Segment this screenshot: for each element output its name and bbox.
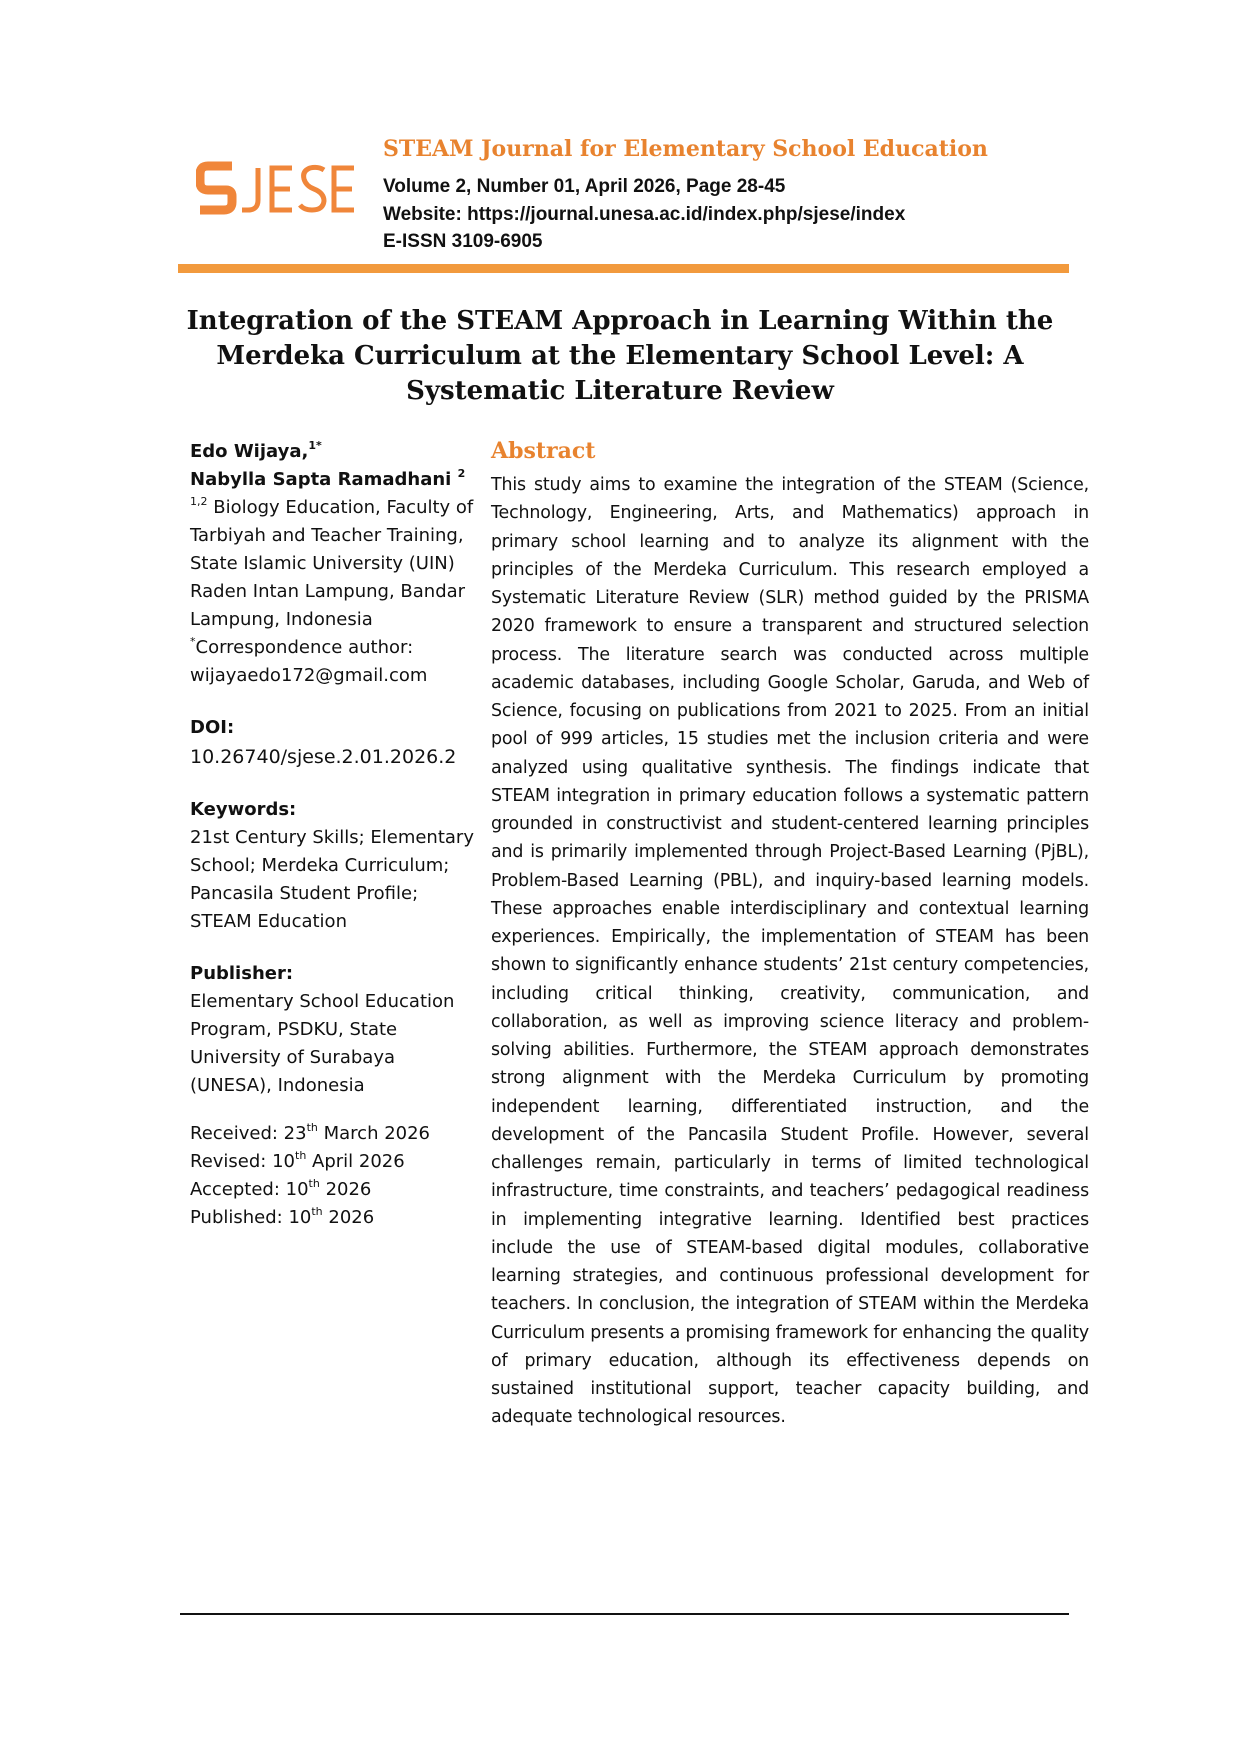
published-pre: Published: 10 <box>190 1207 312 1228</box>
author-2-marker: 2 <box>457 467 466 480</box>
abstract-body: This study aims to examine the integration of the STEAM (Science, Technology, Engineering, Arts, and Mathematics) approach in primary school learning and to analyze its alignment with the principles of the Merdeka Curriculum. This research employed a Systematic Literature Review (SLR) method guided by the PRISMA 2020 framework to ensure a transparent and structured selection process. The literature search was conducted across multiple academic databases, including Google Scholar, Garuda, and Web of Science, focusing on publications from 2021 to 2025. From an initial pool of 999 articles, 15 studies met the inclusion criteria and were analyzed using qualitative synthesis. The findings indicate that STEAM integration in primary education follows a systematic pattern grounded in constructivist and student-centered learning principles and is primarily implemented through Project-Based Learning (PjBL), Problem-Based Learning (PBL), and inquiry-based learning models. These approaches enable interdisciplinary and contextual learning experiences. Empirically, the implementation of STEAM has been shown to significantly enhance students’ 21st century competencies, including critical thinking, creativity, communication, and collaboration, as well as improving science literacy and problem-solving abilities. Furthermore, the STEAM approach demonstrates strong alignment with the Merdeka Curriculum by promoting independent learning, differentiated instruction, and the development of the Pancasila Student Profile. However, several challenges remain, particularly in terms of limited technological infrastructure, time constraints, and teachers’ pedagogical readiness in implementing integrative learning. Identified best practices include the use of STEAM-based digital modules, collaborative learning strategies, and continuous professional development for teachers. In conclusion, the integration of STEAM within the Merdeka Curriculum presents a promising framework for enhancing the quality of primary education, although its effectiveness depends on sustained institutional support, teacher capacity building, and adequate technological resources. <box>491 475 1090 1428</box>
publisher-value: Elementary School Education Program, PSDKU, State University of Surabaya (UNESA), Indonesia <box>190 991 455 1096</box>
article-info-column <box>190 438 480 1232</box>
keywords-value: 21st Century Skills; Elementary School; Merdeka Curriculum; Pancasila Student Profile; STEAM Education <box>190 827 474 932</box>
journal-name: STEAM Journal for Elementary School Education <box>383 136 988 162</box>
affiliation <box>190 494 480 634</box>
published-date <box>190 1204 480 1232</box>
paper-title: Integration of the STEAM Approach in Learning Within the Merdeka Curriculum at the Elementary School Level: A Systematic Literature Review <box>186 306 1054 406</box>
accepted-post: 2026 <box>319 1179 372 1200</box>
author-1-name: Edo Wijaya, <box>190 441 309 462</box>
received-post: March 2026 <box>317 1123 431 1144</box>
correspondence-label: Correspondence author: <box>195 637 414 658</box>
revised-pre: Revised: 10 <box>190 1151 295 1172</box>
received-sup: th <box>306 1121 318 1134</box>
received-pre: Received: 23 <box>190 1123 307 1144</box>
abstract-heading: Abstract <box>491 438 596 464</box>
accepted-pre: Accepted: 10 <box>190 1179 309 1200</box>
accepted-sup: th <box>308 1177 320 1190</box>
revised-sup: th <box>295 1149 307 1162</box>
author-1-marker: 1* <box>308 439 322 452</box>
revised-date <box>190 1148 480 1176</box>
issn-info: E-ISSN 3109-6905 <box>383 231 543 252</box>
doi-label: DOI: <box>190 717 235 738</box>
author-2 <box>190 466 480 494</box>
author-email[interactable]: wijayaedo172@gmail.com <box>190 665 428 686</box>
affiliation-text: Biology Education, Faculty of Tarbiyah and Teacher Training, State Islamic University (UIN) Raden Intan Lampung, Bandar Lampung, Indonesia <box>190 497 474 630</box>
correspondence <box>190 634 480 662</box>
published-post: 2026 <box>322 1207 375 1228</box>
accepted-date <box>190 1176 480 1204</box>
header-divider <box>178 264 1069 273</box>
doi-value[interactable]: 10.26740/sjese.2.01.2026.2 <box>190 746 457 768</box>
volume-info: Volume 2, Number 01, April 2026, Page 28-45 <box>383 176 786 197</box>
correspondence-marker: * <box>190 635 196 648</box>
footer-divider <box>180 1613 1069 1615</box>
received-date <box>190 1120 480 1148</box>
published-sup: th <box>311 1205 323 1218</box>
keywords-label: Keywords: <box>190 799 297 820</box>
publisher-label: Publisher: <box>190 963 294 984</box>
revised-post: April 2026 <box>306 1151 405 1172</box>
sjese-logo <box>196 160 358 218</box>
website-info: Website: https://journal.unesa.ac.id/index.php/sjese/index <box>383 204 906 225</box>
affiliation-marker: 1,2 <box>190 495 208 508</box>
author-1 <box>190 438 480 466</box>
author-2-name: Nabylla Sapta Ramadhani <box>190 469 458 490</box>
